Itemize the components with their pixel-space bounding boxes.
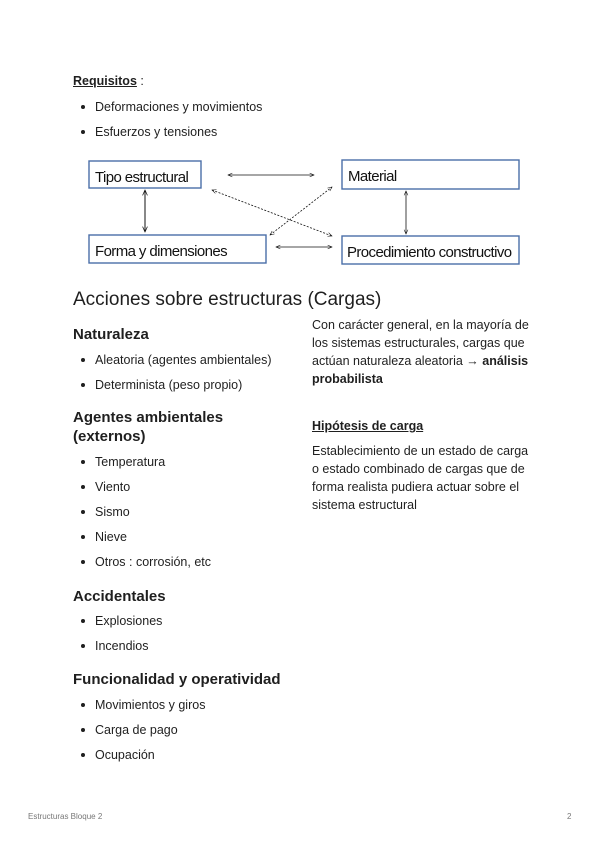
- funcionalidad-heading: Funcionalidad y operatividad: [73, 671, 281, 688]
- arrow-forma-material: [270, 187, 332, 235]
- ambientales-heading: Agentes ambientales (externos): [73, 409, 224, 445]
- procedimiento-label: Procedimiento constructivo: [347, 244, 512, 261]
- list-item: Deformaciones y movimientos: [73, 99, 262, 115]
- hipotesis-paragraph: Establecimiento de un estado de carga o estado combinado de cargas que de forma realista pudiera actuar sobre el sistema estructural: [312, 444, 529, 512]
- list-item: Viento: [73, 479, 211, 495]
- requisitos-heading: [73, 74, 144, 88]
- list-item: Explosiones: [73, 613, 162, 629]
- list-item: Movimientos y giros: [73, 697, 205, 713]
- list-item: Carga de pago: [73, 722, 205, 738]
- footer-label: Estructuras Bloque 2: [28, 812, 103, 821]
- general-paragraph: [312, 316, 537, 388]
- arrow-tipo-procedimiento: [212, 190, 332, 236]
- accidentales-heading: Accidentales: [73, 588, 166, 605]
- list-item: Sismo: [73, 504, 211, 520]
- section-title: Acciones sobre estructuras (Cargas): [73, 289, 382, 310]
- forma-label: Forma y dimensiones: [95, 243, 227, 260]
- requisitos-label: Requisitos: [73, 74, 137, 88]
- list-item: Otros : corrosión, etc: [73, 554, 211, 570]
- tipo-estructural-label: Tipo estructural: [95, 169, 189, 186]
- ambientales-list: [73, 454, 211, 570]
- hipotesis-heading: Hipótesis de carga: [312, 419, 424, 433]
- requisitos-list: [73, 99, 262, 140]
- page-number: 2: [567, 812, 572, 821]
- list-item: Incendios: [73, 638, 162, 654]
- naturaleza-heading: Naturaleza: [73, 326, 149, 343]
- accidentales-list: [73, 613, 162, 654]
- general-bold: análisis probabilista: [312, 354, 529, 386]
- list-item: Ocupación: [73, 747, 205, 763]
- general-text: Con carácter general, en la mayoría de los sistemas estructurales, cargas que actúan naturaleza aleatoria →: [312, 318, 529, 368]
- requisitos-colon: :: [136, 74, 144, 88]
- funcionalidad-list: [73, 697, 205, 763]
- naturaleza-list: [73, 352, 272, 393]
- list-item: Temperatura: [73, 454, 211, 470]
- material-label: Material: [348, 168, 397, 185]
- list-item: Determinista (peso propio): [73, 377, 272, 393]
- list-item: Esfuerzos y tensiones: [73, 124, 262, 140]
- list-item: Nieve: [73, 529, 211, 545]
- structure-diagram: [88, 156, 520, 268]
- list-item: Aleatoria (agentes ambientales): [73, 352, 272, 368]
